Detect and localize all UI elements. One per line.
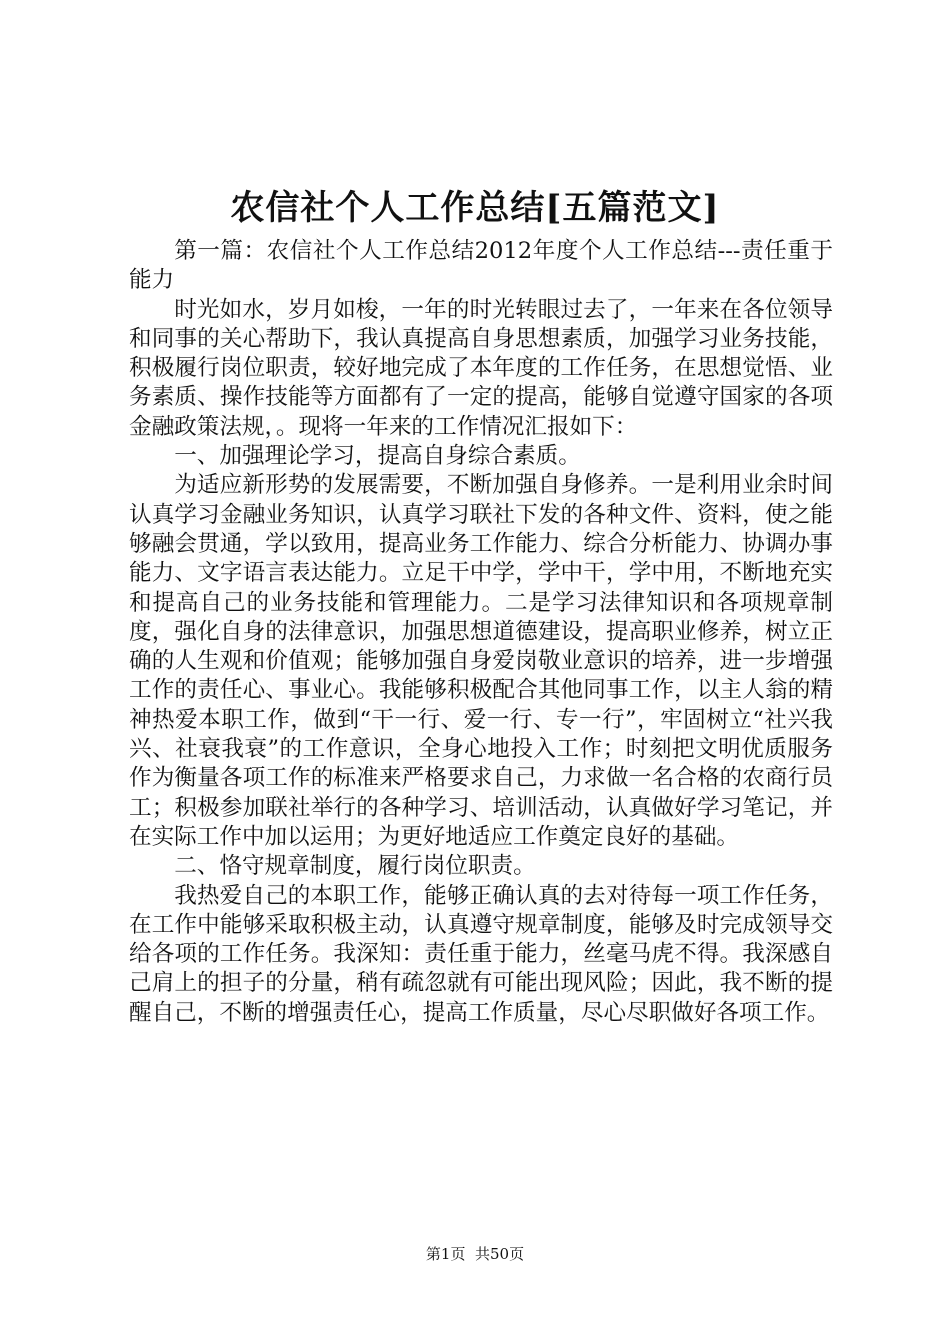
- page-total: 共50页: [475, 1245, 525, 1263]
- paragraph-section-two: 我热爱自己的本职工作，能够正确认真的去对待每一项工作任务，在工作中能够采取积极主动，认真遵守规章制度，能够及时完成领导交给各项的工作任务。我深知：责任重于能力，丝毫马虎不得。我深感自己肩上的担子的分量，稍有疏忽就有可能出现风险；因此，我不断的提醒自己，不断的增强责任心，提高工作质量，尽心尽职做好各项工作。: [129, 882, 833, 1026]
- page-footer: [0, 1244, 950, 1264]
- section-heading-one: 一、加强理论学习，提高自身综合素质。: [174, 443, 581, 470]
- page-number: 第1页: [425, 1245, 466, 1263]
- paragraph-section-one: 为适应新形势的发展需要，不断加强自身修养。一是利用业余时间认真学习金融业务知识，认真学习联社下发的各种文件、资料，使之能够融会贯通，学以致用，提高业务工作能力、综合分析能力、协调办事能力、文字语言表达能力。立足干中学，学中干，学中用，不断地充实和提高自己的业务技能和管理能力。二是学习法律知识和各项规章制度，强化自身的法律意识，加强思想道德建设，提高职业修养，树立正确的人生观和价值观；能够加强自身爱岗敬业意识的培养，进一步增强工作的责任心、事业心。我能够积极配合其他同事工作，以主人翁的精神热爱本职工作，做到“干一行、爱一行、专一行”，牢固树立“社兴我兴、社衰我衰”的工作意识，全身心地投入工作；时刻把文明优质服务作为衡量各项工作的标准来严格要求自己，力求做一名合格的农商行员工；积极参加联社举行的各种学习、培训活动，认真做好学习笔记，并在实际工作中加以运用；为更好地适应工作奠定良好的基础。: [129, 472, 833, 850]
- document-body: [129, 237, 833, 1028]
- paragraph-intro: 时光如水，岁月如梭，一年的时光转眼过去了，一年来在各位领导和同事的关心帮助下，我认真提高自身思想素质，加强学习业务技能，积极履行岗位职责，较好地完成了本年度的工作任务，在思想觉悟、业务素质、操作技能等方面都有了一定的提高，能够自觉遵守国家的各项金融政策法规，。现将一年来的工作情况汇报如下：: [129, 296, 833, 440]
- section-heading-two: 二、恪守规章制度，履行岗位职责。: [174, 853, 536, 880]
- paragraph-heading-part-one: 第一篇：农信社个人工作总结2012年度个人工作总结---责任重于能力: [129, 238, 833, 294]
- footer-spacer: [465, 1245, 475, 1263]
- document-title: 农信社个人工作总结[五篇范文]: [230, 188, 720, 228]
